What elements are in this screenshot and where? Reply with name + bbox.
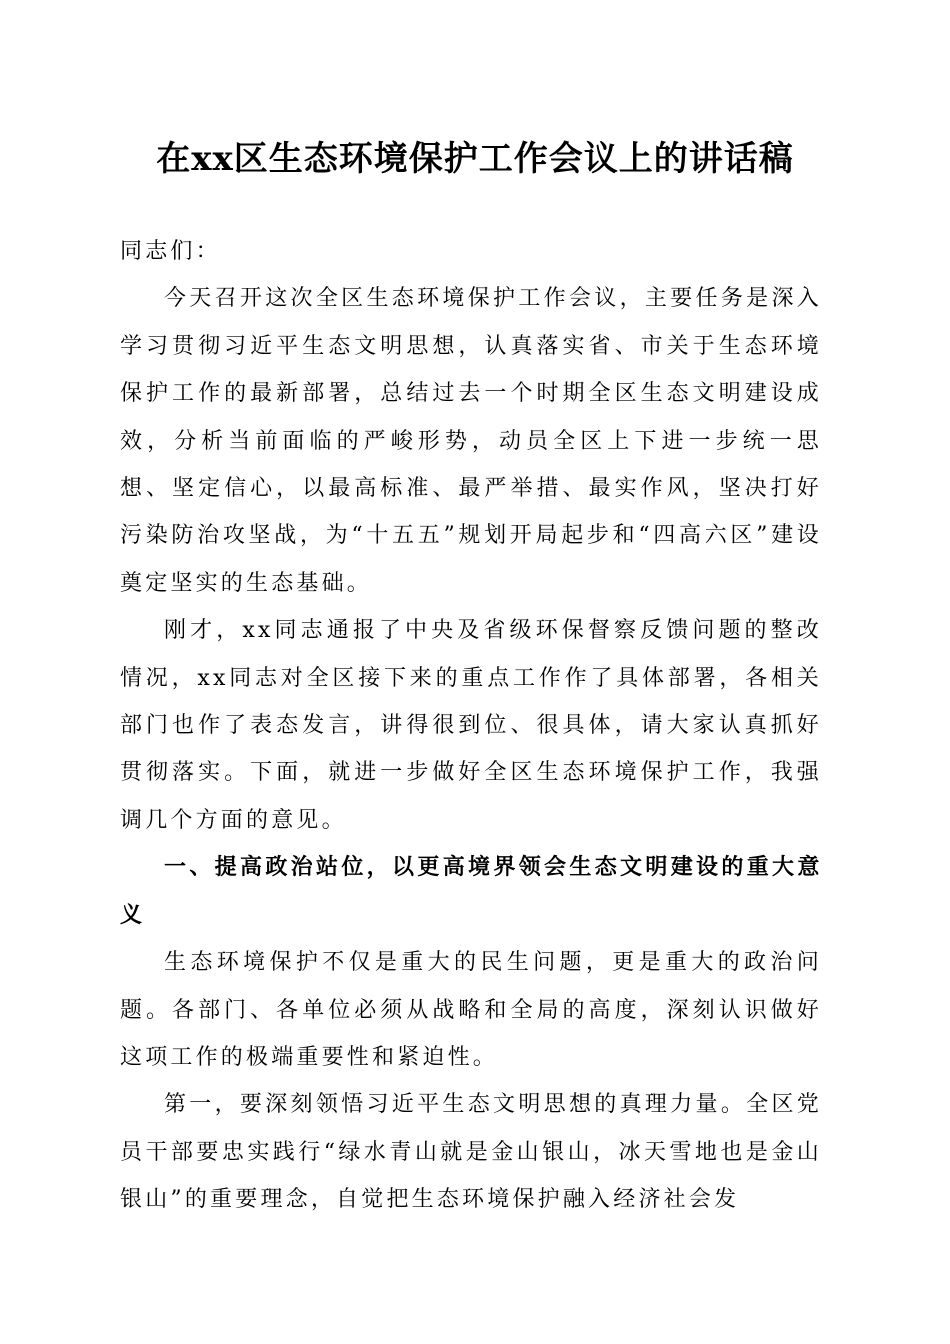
document-body <box>120 228 822 1224</box>
paragraph-briefing: 刚才，xx同志通报了中央及省级环保督察反馈问题的整改情况，xx同志对全区接下来的重点工作作了具体部署，各相关部门也作了表态发言，讲得很到位、很具体，请大家认真抓好贯彻落实。下面，就进一步做好全区生态环境保护工作，我强调几个方面的意见。 <box>120 618 822 833</box>
section-heading: 一、提高政治站位，以更高境界领会生态文明建设的重大意义 <box>120 855 822 928</box>
document-title: 在xx区生态环境保护工作会议上的讲话稿 <box>156 139 794 179</box>
paragraph-point-one <box>120 1081 822 1223</box>
paragraph-opening: 今天召开这次全区生态环境保护工作会议，主要任务是深入学习贯彻习近平生态文明思想，认真落实省、市关于生态环境保护工作的最新部署，总结过去一个时期全区生态文明建设成效，分析当前面临的严峻形势，动员全区上下进一步统一思想、坚定信心，以最高标准、最严举措、最实作风，坚决打好污染防治攻坚战，为“十五五”规划开局起步和“四高六区”建设奠定坚实的生态基础。 <box>120 286 822 596</box>
paragraph-section-intro: 生态环境保护不仅是重大的民生问题，更是重大的政治问题。各部门、各单位必须从战略和全局的高度，深刻认识做好这项工作的极端重要性和紧迫性。 <box>120 950 822 1070</box>
point-one-text: 全区党员干部要忠实践行“绿水青山就是金山银山，冰天雪地也是金山银山”的重要理念，自觉把生态环境保护融入经济社会发 <box>120 1092 822 1213</box>
salutation: 同志们： <box>120 239 221 264</box>
point-one-lead: 第一，要深刻领悟习近平生态文明思想的真理力量。 <box>164 1092 747 1118</box>
